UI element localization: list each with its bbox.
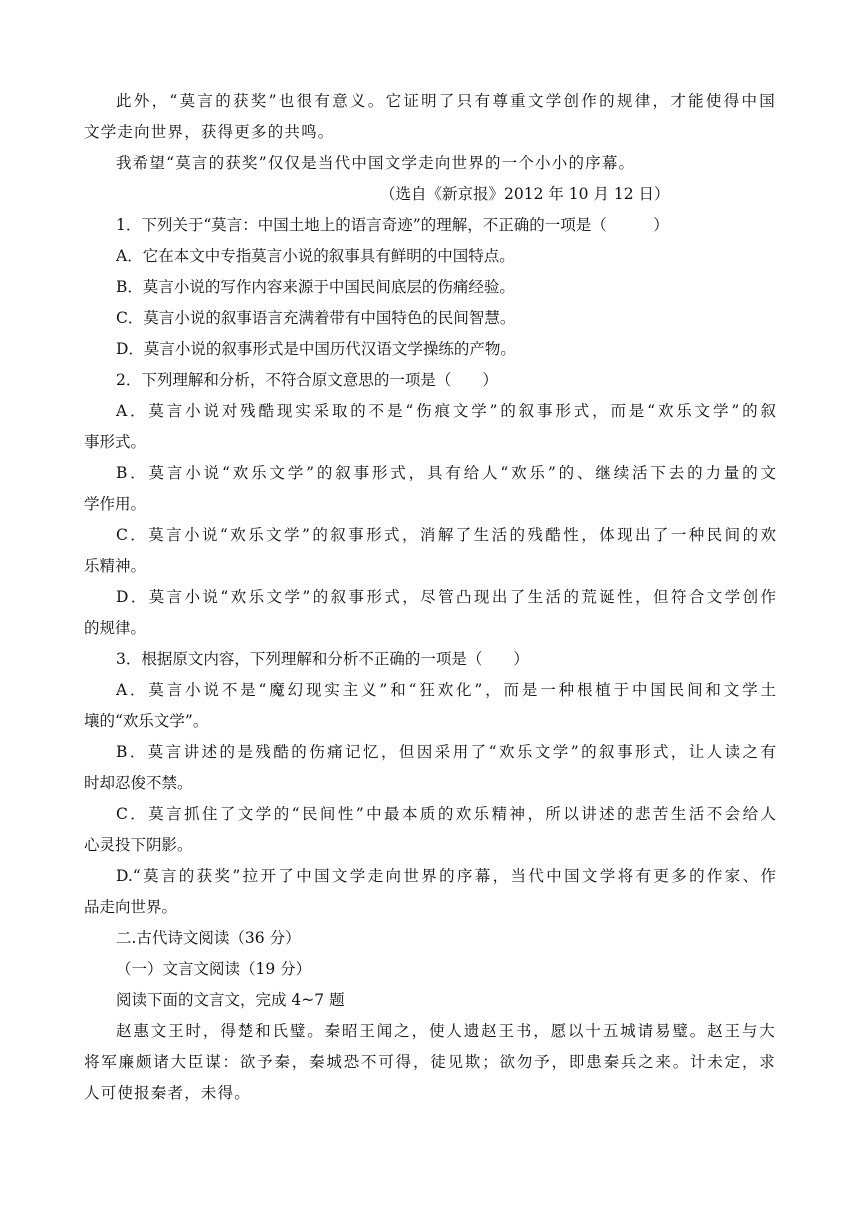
paragraph-line: 我希望“莫言的获奖”仅仅是当代中国文学走向世界的一个小小的序幕。	[116, 154, 636, 172]
option-3b-cont: 时却忍俊不禁。	[84, 774, 193, 792]
option-2c-cont: 乐精神。	[84, 557, 147, 575]
subsection-heading: （一）文言文阅读（19 分）	[116, 960, 312, 978]
option-2a-cont: 事形式。	[84, 433, 147, 451]
question-3: 3．根据原文内容，下列理解和分析不正确的一项是（ ）	[116, 650, 529, 668]
option-2c: C．莫言小说“欢乐文学”的叙事形式，消解了生活的残酷性，体现出了一种民间的欢	[116, 526, 776, 544]
option-2b: B．莫言小说“欢乐文学”的叙事形式，具有给人“欢乐”的、继续活下去的力量的文	[116, 464, 776, 482]
option-3c: C．莫言抓住了文学的“民间性”中最本质的欢乐精神，所以讲述的悲苦生活不会给人	[116, 805, 776, 823]
option-1d: D．莫言小说的叙事形式是中国历代汉语文学操练的产物。	[116, 340, 516, 358]
classical-text-line: 人可使报秦者，未得。	[84, 1084, 252, 1102]
option-3a-cont: 壤的“欢乐文学”。	[84, 712, 209, 730]
question-2: 2．下列理解和分析，不符合原文意思的一项是（ ）	[116, 371, 498, 389]
option-3d: D.“莫言的获奖”拉开了中国文学走向世界的序幕，当代中国文学将有更多的作家、作	[116, 867, 776, 885]
classical-text-line: 赵惠文王时，得楚和氏璧。秦昭王闻之，使人遗赵王书，愿以十五城请易璧。赵王与大	[116, 1022, 776, 1040]
option-2b-cont: 学作用。	[84, 495, 147, 513]
option-2d: D．莫言小说“欢乐文学”的叙事形式，尽管凸现出了生活的荒诞性，但符合文学创作	[116, 588, 776, 606]
source-citation: （选自《新京报》2012 年 10 月 12 日）	[380, 185, 670, 203]
option-3b: B．莫言讲述的是残酷的伤痛记忆，但因采用了“欢乐文学”的叙事形式，让人读之有	[116, 743, 776, 761]
option-2a: A．莫言小说对残酷现实采取的不是“伤痕文学”的叙事形式，而是“欢乐文学”的叙	[116, 402, 776, 420]
option-3c-cont: 心灵投下阴影。	[84, 836, 193, 854]
section-heading: 二.古代诗文阅读（36 分）	[116, 929, 301, 947]
classical-text-line: 将军廉颇诸大臣谋：欲予秦，秦城恐不可得，徒见欺；欲勿予，即患秦兵之来。计未定，求	[84, 1053, 776, 1071]
paragraph-line: 文学走向世界，获得更多的共鸣。	[84, 123, 335, 141]
option-3d-cont: 品走向世界。	[84, 898, 178, 916]
paragraph-line: 此外，“莫言的获奖”也很有意义。它证明了只有尊重文学创作的规律，才能使得中国	[116, 92, 776, 110]
option-3a: A．莫言小说不是“魔幻现实主义”和“狂欢化”，而是一种根植于中国民间和文学土	[116, 681, 776, 699]
reading-instruction: 阅读下面的文言文，完成 4~7 题	[116, 991, 345, 1009]
question-1: 1．下列关于“莫言：中国土地上的语言奇迹”的理解，不正确的一项是（ ）	[116, 216, 669, 234]
option-2d-cont: 的规律。	[84, 619, 147, 637]
option-1c: C．莫言小说的叙事语言充满着带有中国特色的民间智慧。	[116, 309, 516, 327]
option-1a: A．它在本文中专指莫言小说的叙事具有鲜明的中国特点。	[116, 247, 515, 265]
option-1b: B．莫言小说的写作内容来源于中国民间底层的伤痛经验。	[116, 278, 515, 296]
